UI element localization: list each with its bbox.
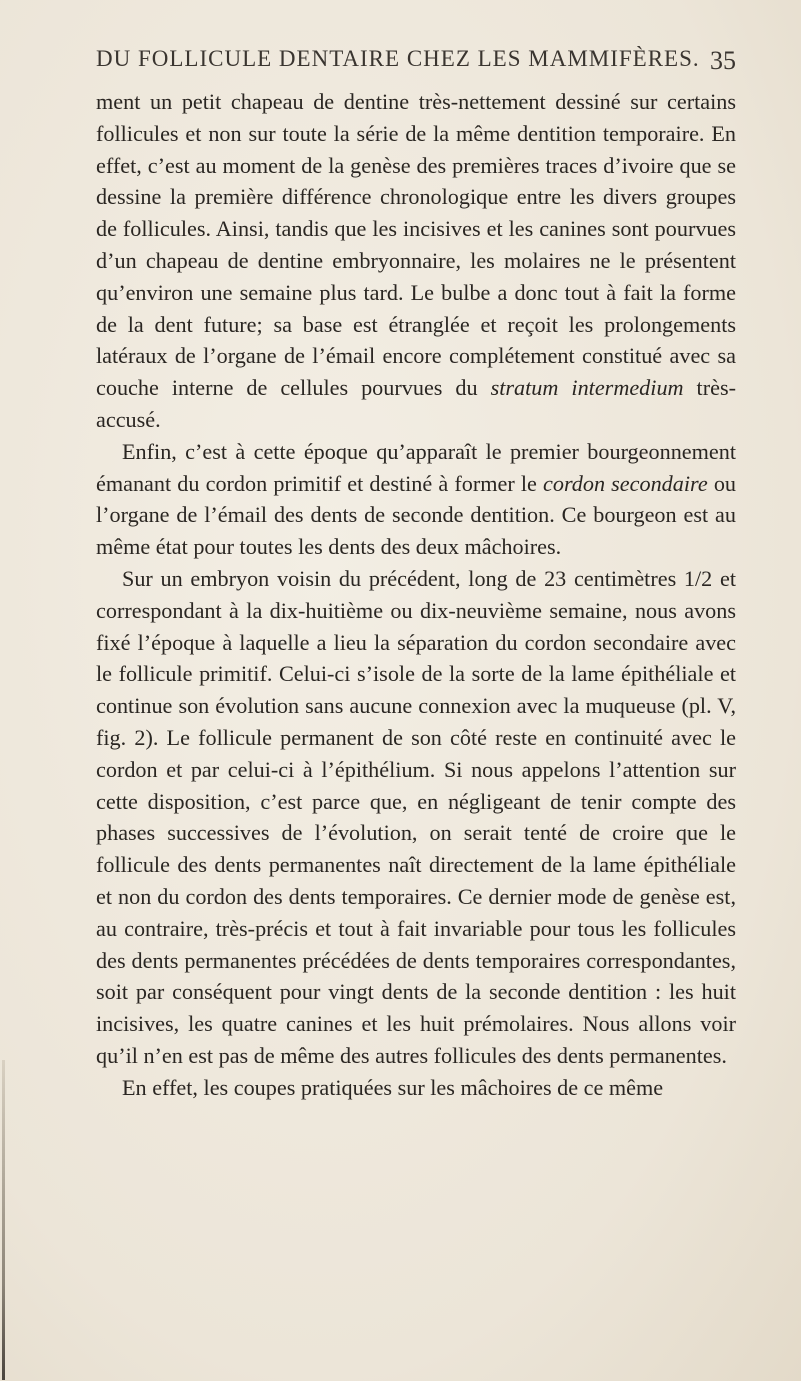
- page-number: 35: [710, 46, 736, 75]
- text-run: ment un petit chapeau de dentine très-nettement dessiné sur certains follicules et non sur toute la série de la même dentition temporaire. En effet, c’est au moment de la genèse des premières traces d’ivoire que se dessine la première différence chronologique entre les divers groupes de follicules. Ainsi, tandis que les incisives et les canines sont pourvues d’un chapeau de dentine embryonnaire, les molaires ne le présentent qu’environ une semaine plus tard. Le bulbe a donc tout à fait la forme de la dent future; sa base est étranglée et reçoit les prolongements latéraux de l’organe de l’émail encore complétement constitué avec sa couche interne de cellules pourvues du: [96, 89, 736, 401]
- running-title: DU FOLLICULE DENTAIRE CHEZ LES MAMMIFÈRES.: [96, 46, 700, 71]
- text-run: En effet, les coupes pratiquées sur les mâchoires de ce même: [122, 1074, 664, 1100]
- text-run: ou l’organe de l’émail des dents de seconde dentition. Ce bourgeon est au même état pour toutes les dents des deux mâchoires.: [96, 470, 737, 560]
- paragraph: [96, 1072, 736, 1104]
- text-run: très-accusé.: [96, 375, 736, 432]
- text-run: Enfin, c’est à cette époque qu’apparaît le premier bourgeonnement émanant du cordon primitif et destiné à former le: [96, 438, 736, 496]
- italic-term: stratum intermedium: [490, 375, 684, 401]
- page-header: [96, 46, 736, 86]
- paragraph: [96, 86, 736, 436]
- body-text: [96, 86, 736, 1104]
- paragraph: [96, 436, 736, 563]
- binding-shadow: [2, 1060, 5, 1380]
- text-run: Sur un embryon voisin du précédent, long de 23 centimètres 1/2 et correspondant à la dix-huitième ou dix-neuvième semaine, nous avons fixé l’époque à laquelle a lieu la séparation du cordon secondaire avec le follicule primitif. Celui-ci s’isole de la sorte de la lame épithéliale et continue son évolution sans aucune connexion avec la muqueuse (pl. V, fig. 2). Le follicule permanent de son côté reste en continuité avec le cordon et par celui-ci à l’épithélium. Si nous appelons l’attention sur cette disposition, c’est parce que, en négligeant de tenir compte des phases successives de l’évolution, on serait tenté de croire que le follicule des dents permanentes naît directement de la lame épithéliale et non du cordon des dents temporaires. Ce dernier mode de genèse est, au contraire, très-précis et tout à fait invariable pour tous les follicules des dents permanentes précédées de dents temporaires correspondantes, soit par conséquent pour vingt dents de la seconde dentition : les huit incisives, les quatre canines et les huit prémolaires. Nous allons voir qu’il n’en est pas de même des autres follicules des dents permanentes.: [96, 565, 736, 1068]
- paragraph: [96, 563, 736, 1072]
- italic-term: cordon secondaire: [543, 470, 708, 496]
